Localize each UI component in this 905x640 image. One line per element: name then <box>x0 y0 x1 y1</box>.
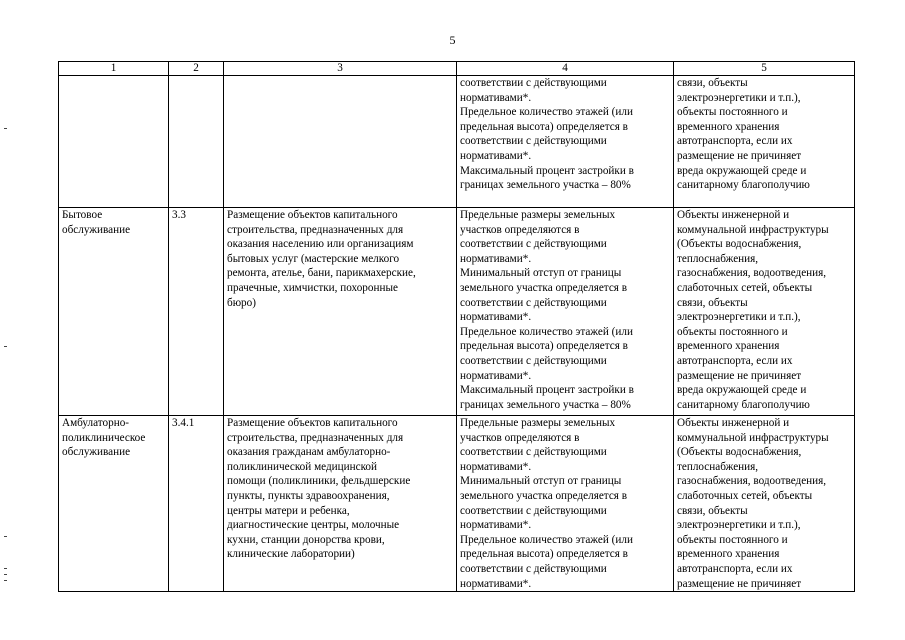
header-col-2: 2 <box>169 62 224 76</box>
header-col-5: 5 <box>674 62 855 76</box>
cell-text-line: объекты постоянного и <box>677 325 788 338</box>
cell-text-line: связи, объекты <box>677 504 748 517</box>
cell-text-line: Максимальный процент застройки в <box>460 164 634 177</box>
cell-text-line: участков определяются в <box>460 223 580 236</box>
cell-text-line: нормативами*. <box>460 519 532 532</box>
cell-text-line: диагностические центры, молочные <box>227 519 400 532</box>
cell-text-line: нормативами*. <box>460 149 532 162</box>
cell-text-line: нормативами*. <box>460 91 532 104</box>
cell-text-line: соответствии с действующими <box>460 135 607 148</box>
cell-text-line: связи, объекты <box>677 77 748 89</box>
cell-text-line: временного хранения <box>677 340 780 353</box>
cell-text-line: Объекты инженерной и <box>677 417 790 429</box>
cell-text-line: электроэнергетики и т.п.), <box>677 519 801 532</box>
cell-text-line: автотранспорта, если их <box>677 562 793 575</box>
cell-text-line: Минимальный отступ от границы <box>460 475 622 488</box>
cell-text-line: предельная высота) определяется в <box>460 548 628 561</box>
cell-text-line: теплоснабжения, <box>677 252 759 265</box>
auxiliary-uses-cell <box>674 208 855 416</box>
cell-text-line: соответствии с действующими <box>460 446 607 459</box>
cell-text-line: вреда окружающей среде и <box>677 164 807 177</box>
cell-text-line: объекты постоянного и <box>677 533 788 546</box>
cell-text-line: помощи (поликлиники, фельдшерские <box>227 475 411 488</box>
cell-text-line: оказания гражданам амбулаторно- <box>227 446 391 459</box>
use-code-cell: 3.4.1 <box>169 416 224 592</box>
cell-text-line: Предельные размеры земельных <box>460 209 616 221</box>
cell-text-line: Предельные размеры земельных <box>460 417 616 429</box>
cell-text-line: поликлиническое <box>62 431 146 444</box>
cell-text-line: нормативами*. <box>460 577 532 590</box>
use-name-cell <box>59 416 169 592</box>
header-col-4: 4 <box>457 62 674 76</box>
cell-text-line: теплоснабжения, <box>677 460 759 473</box>
cell-text-line: газоснабжения, водоотведения, <box>677 475 827 488</box>
use-description-cell <box>224 208 457 416</box>
cell-text-line: поликлинической медицинской <box>227 460 378 473</box>
cell-text-line: участков определяются в <box>460 431 580 444</box>
cell-text-line: нормативами*. <box>460 369 532 382</box>
cell-text-line: автотранспорта, если их <box>677 354 793 367</box>
cell-text-line: соответствии с действующими <box>460 354 607 367</box>
cell-text-line: бюро) <box>227 296 256 309</box>
cell-text-line: клинические лаборатории) <box>227 548 355 561</box>
scan-margin-mark <box>4 580 7 581</box>
cell-text-line: вреда окружающей среде и <box>677 384 807 397</box>
use-description-cell <box>224 416 457 592</box>
header-col-1: 1 <box>59 62 169 76</box>
cell-text-line: электроэнергетики и т.п.), <box>677 91 801 104</box>
parameters-cell <box>457 208 674 416</box>
auxiliary-uses-cell <box>674 416 855 592</box>
cell-text-line: временного хранения <box>677 548 780 561</box>
cell-text-line: Объекты инженерной и <box>677 209 790 221</box>
cell-text-line: строительства, предназначенных для <box>227 223 404 236</box>
use-name-cell <box>59 208 169 416</box>
header-row <box>59 62 855 76</box>
cell-text-line: предельная высота) определяется в <box>460 120 628 133</box>
cell-text-line: санитарному благополучию <box>677 179 810 192</box>
cell-text-line: земельного участка определяется в <box>460 489 628 502</box>
cell-text-line: бытовых услуг (мастерские мелкого <box>227 252 400 265</box>
scan-margin-mark <box>4 346 7 347</box>
cell-text-line: оказания населению или организациям <box>227 238 414 251</box>
cell-text-line: предельная высота) определяется в <box>460 340 628 353</box>
use-code-cell <box>169 76 224 208</box>
cell-text-line: санитарному благополучию <box>677 398 810 411</box>
table-row <box>59 208 855 416</box>
cell-text-line: временного хранения <box>677 120 780 133</box>
cell-text-line: автотранспорта, если их <box>677 135 793 148</box>
cell-text-line: обслуживание <box>62 223 131 236</box>
cell-text-line: объекты постоянного и <box>677 106 788 119</box>
cell-text-line: строительства, предназначенных для <box>227 431 404 444</box>
cell-text-line: прачечные, химчистки, похоронные <box>227 281 398 294</box>
cell-text-line: соответствии с действующими <box>460 238 607 251</box>
cell-text-line: центры матери и ребенка, <box>227 504 350 517</box>
cell-text-line: соответствии с действующими <box>460 296 607 309</box>
cell-text-line: (Объекты водоснабжения, <box>677 238 802 251</box>
cell-text-line: соответствии с действующими <box>460 562 607 575</box>
cell-text-line: ремонта, ателье, бани, парикмахерские, <box>227 267 416 280</box>
table-row <box>59 416 855 592</box>
cell-text-line: коммунальной инфраструктуры <box>677 223 829 236</box>
use-description-cell <box>224 76 457 208</box>
scan-margin-mark <box>4 536 7 537</box>
cell-text-line: границах земельного участка – 80% <box>460 398 631 411</box>
cell-text-line: Предельное количество этажей (или <box>460 325 633 338</box>
header-col-3: 3 <box>224 62 457 76</box>
cell-text-line: размещение не причиняет <box>677 577 802 590</box>
cell-text-line: размещение не причиняет <box>677 149 802 162</box>
cell-text-line: слаботочных сетей, объекты <box>677 489 813 502</box>
page-number: 5 <box>449 33 456 47</box>
use-code-cell: 3.3 <box>169 208 224 416</box>
cell-text-line: Минимальный отступ от границы <box>460 267 622 280</box>
cell-text-line: Максимальный процент застройки в <box>460 384 634 397</box>
land-use-regulations-table <box>58 61 855 592</box>
cell-text-line: границах земельного участка – 80% <box>460 179 631 192</box>
cell-text-line: газоснабжения, водоотведения, <box>677 267 827 280</box>
cell-text-line: Размещение объектов капитального <box>227 209 398 221</box>
cell-text-line: слаботочных сетей, объекты <box>677 281 813 294</box>
scan-margin-mark <box>4 568 7 569</box>
cell-text-line: Предельное количество этажей (или <box>460 533 633 546</box>
parameters-cell <box>457 416 674 592</box>
cell-text-line: соответствии с действующими <box>460 504 607 517</box>
use-name-cell <box>59 76 169 208</box>
cell-text-line: размещение не причиняет <box>677 369 802 382</box>
cell-text-line: Бытовое <box>62 209 103 221</box>
cell-text-line: обслуживание <box>62 446 131 459</box>
cell-text-line: (Объекты водоснабжения, <box>677 446 802 459</box>
auxiliary-uses-cell <box>674 76 855 208</box>
cell-text-line: Амбулаторно- <box>62 417 130 429</box>
cell-text-line: соответствии с действующими <box>460 77 607 89</box>
cell-text-line: пункты, пункты здравоохранения, <box>227 489 390 502</box>
cell-text-line: электроэнергетики и т.п.), <box>677 311 801 324</box>
cell-text-line: кухни, станции донорства крови, <box>227 533 385 546</box>
cell-text-line: нормативами*. <box>460 311 532 324</box>
cell-text-line: Предельное количество этажей (или <box>460 106 633 119</box>
parameters-cell <box>457 76 674 208</box>
scan-margin-mark <box>4 128 7 129</box>
cell-text-line: земельного участка определяется в <box>460 281 628 294</box>
table-row <box>59 76 855 208</box>
scan-margin-mark <box>4 574 7 575</box>
cell-text-line: нормативами*. <box>460 252 532 265</box>
cell-text-line: коммунальной инфраструктуры <box>677 431 829 444</box>
cell-text-line: связи, объекты <box>677 296 748 309</box>
cell-text-line: нормативами*. <box>460 460 532 473</box>
cell-text-line: Размещение объектов капитального <box>227 417 398 429</box>
